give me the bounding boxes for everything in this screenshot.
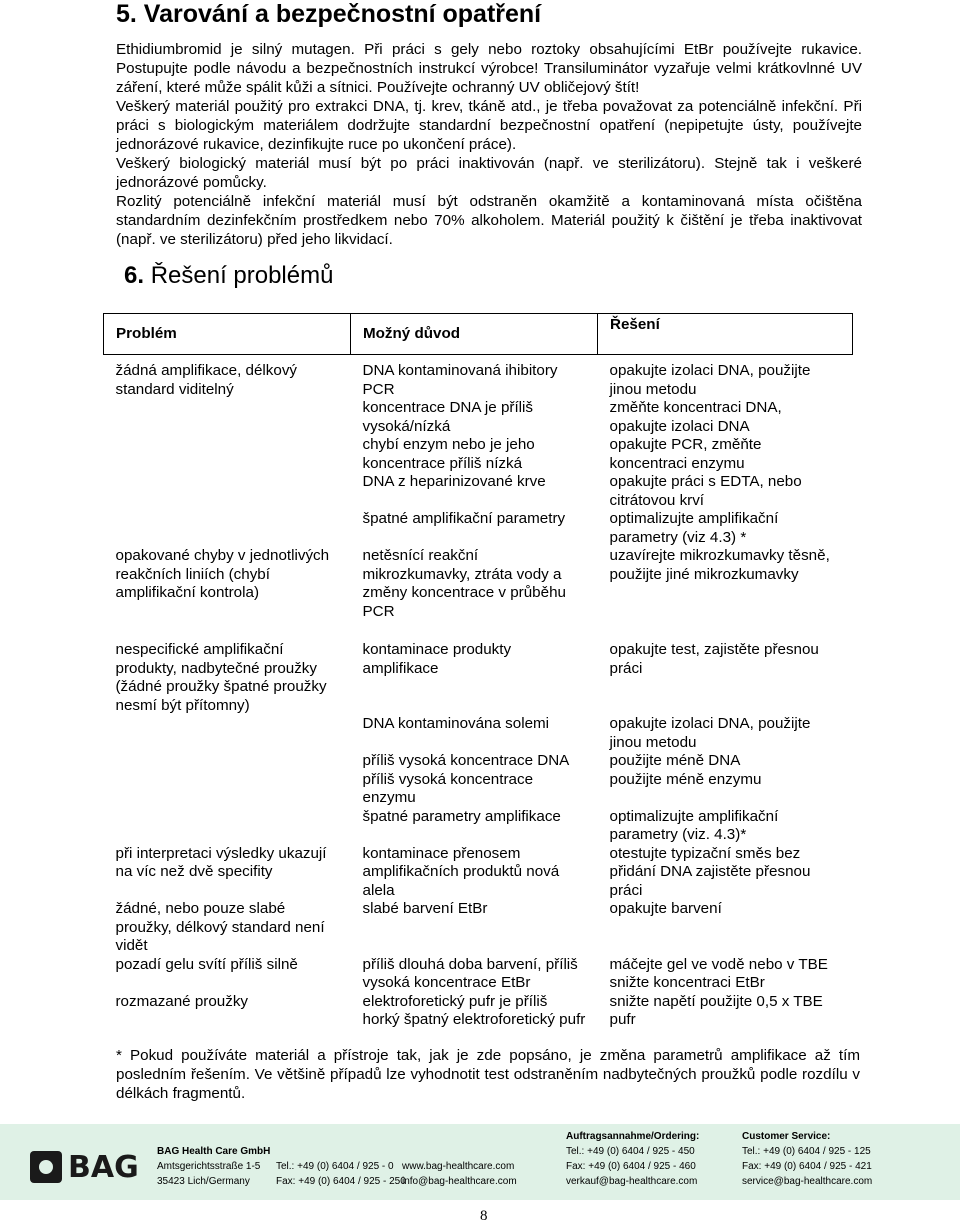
footer-orders-col xyxy=(566,1129,699,1189)
problem-cell xyxy=(104,473,351,510)
footer-orders-tel: Tel.: +49 (0) 6404 / 925 - 450 xyxy=(566,1146,695,1157)
bag-logo xyxy=(30,1148,139,1186)
footer-service-title: Customer Service: xyxy=(742,1131,831,1142)
table-row xyxy=(104,771,853,808)
footer-service-email[interactable]: service@bag-healthcare.com xyxy=(742,1176,873,1187)
table-row xyxy=(104,399,853,436)
footer-web-col xyxy=(402,1159,517,1189)
solution-cell: máčejte gel ve vodě nebo v TBE snižte koncentraci EtBr xyxy=(609,955,828,991)
cause-cell: DNA kontaminovaná ihibitory PCR xyxy=(362,362,558,398)
footer-orders-email[interactable]: verkauf@bag-healthcare.com xyxy=(566,1176,698,1187)
cause-cell: koncentrace DNA je příliš vysoká/nízká xyxy=(362,399,534,435)
cause-cell: slabé barvení EtBr xyxy=(362,900,488,917)
problem-cell: opakované chyby v jednotlivých reakčních liniích (chybí amplifikační kontrola) xyxy=(115,547,330,601)
table-header-row xyxy=(104,314,853,355)
solution-cell: použijte méně enzymu xyxy=(609,770,762,788)
cause-cell: kontaminace produkty amplifikace xyxy=(362,641,512,677)
problem-cell xyxy=(104,771,351,808)
paragraph: Ethidiumbromid je silný mutagen. Při práci s gely nebo roztoky obsahujícími EtBr používejte rukavice. Postupujte podle návodu a bezpečnostních instrukcí výrobce! Transiluminátor vyzařuje velmi krátkovlnné UV záření, které může spálit kůži a sítnici. Používejte ochranný UV obličejový štít! xyxy=(116,41,862,96)
footer-company: BAG Health Care GmbH xyxy=(157,1146,271,1157)
table-row xyxy=(104,436,853,473)
cause-cell: netěsnící reakční mikrozkumavky, ztráta vody a změny koncentrace v průběhu PCR xyxy=(362,547,566,620)
solution-cell: optimalizujte amplifikační parametry (viz 4.3) * xyxy=(609,510,779,546)
cause-cell: kontaminace přenosem amplifikačních produktů nová alela xyxy=(362,844,560,899)
cause-cell: špatné parametry amplifikace xyxy=(362,807,561,825)
cause-cell: elektroforetický pufr je příliš horký špatný elektroforetický pufr xyxy=(362,992,586,1028)
solution-cell: opakujte izolaci DNA, použijte jinou metodu xyxy=(609,362,811,398)
problem-cell: žádná amplifikace, délkový standard viditelný xyxy=(115,362,298,398)
problem-cell xyxy=(104,399,351,436)
solution-cell: změňte koncentraci DNA, opakujte izolaci DNA xyxy=(609,399,782,435)
table-row xyxy=(104,808,853,845)
table-row xyxy=(104,993,853,1030)
table-row xyxy=(104,900,853,956)
troubleshooting-table xyxy=(103,313,853,1030)
section-5-title: 5. Varování a bezpečnostní opatření xyxy=(116,0,542,28)
paragraph: Veškerý materiál použitý pro extrakci DNA, tj. krev, tkáně atd., je třeba považovat za potenciálně infekční. Při práci s biologickým materiálem dodržujte standardní bezpečnostní opatření (nepipetujte ústy, používejte jednorázové rukavice, dezinfikujte ruce po ukončení práce). xyxy=(116,98,862,153)
table-row xyxy=(104,473,853,510)
table-row xyxy=(104,715,853,752)
solution-cell: opakujte test, zajistěte přesnou práci xyxy=(609,641,819,677)
section-5-body xyxy=(116,40,862,249)
footer-address1: Amtsgerichtsstraße 1-5 xyxy=(157,1161,261,1172)
paragraph: Rozlitý potenciálně infekční materiál musí být odstraněn okamžitě a kontaminovaná místa očištěna standardním dezinfekčním prostředkem nebo 70% alkoholem. Materiál použitý k čištění je třeba inaktivovat (např. ve sterilizátoru) před jeho likvidací. xyxy=(116,193,862,248)
problem-cell: při interpretaci výsledky ukazují na víc než dvě specifity xyxy=(115,844,327,880)
problem-cell xyxy=(104,808,351,845)
paragraph: Veškerý biologický materiál musí být po práci inaktivován (např. ve sterilizátoru). Stejně tak i veškeré jednorázové pomůcky. xyxy=(116,155,862,191)
footer-email-link[interactable]: info@bag-healthcare.com xyxy=(402,1176,517,1187)
footer-company-col xyxy=(157,1144,270,1189)
solution-cell: otestujte typizační směs bez přidání DNA zajistěte přesnou práci xyxy=(609,844,811,899)
footer-service-fax: Fax: +49 (0) 6404 / 925 - 421 xyxy=(742,1161,872,1172)
footer-orders-title: Auftragsannahme/Ordering: xyxy=(566,1131,700,1142)
solution-cell: opakujte PCR, změňte koncentraci enzymu xyxy=(609,436,762,472)
solution-cell: opakujte barvení xyxy=(609,900,722,917)
solution-cell: opakujte izolaci DNA, použijte jinou metodu xyxy=(609,715,811,751)
table-row xyxy=(104,355,853,400)
cause-cell: DNA kontaminována solemi xyxy=(362,715,550,732)
footer-address2: 35423 Lich/Germany xyxy=(157,1176,250,1187)
header-cause: Možný důvod xyxy=(351,314,598,355)
footer-orders-fax: Fax: +49 (0) 6404 / 925 - 460 xyxy=(566,1161,696,1172)
section-6-heading: Řešení problémů xyxy=(150,262,334,289)
cause-cell: příliš dlouhá doba barvení, příliš vysoká koncentrace EtBr xyxy=(362,955,578,991)
solution-cell: optimalizujte amplifikační parametry (viz. 4.3)* xyxy=(609,807,779,843)
cause-cell: příliš vysoká koncentrace enzymu xyxy=(362,770,534,806)
problem-cell: pozadí gelu svítí příliš silně xyxy=(115,955,298,973)
table-row xyxy=(104,510,853,547)
footer-fax: Fax: +49 (0) 6404 / 925 - 250 xyxy=(276,1176,406,1187)
footnote: * Pokud používáte materiál a přístroje tak, jak je zde popsáno, je změna parametrů amplifikace až tím posledním řešením. Ve většině případů lze vyhodnotit test odstraněním nadbytečných proužků podle rozdílu v délkách fragmentů. xyxy=(116,1047,860,1102)
problem-cell xyxy=(104,436,351,473)
page-number: 8 xyxy=(480,1208,488,1224)
cause-cell: chybí enzym nebo je jeho koncentrace příliš nízká xyxy=(362,436,535,472)
problem-cell xyxy=(104,510,351,547)
section-6-title xyxy=(124,262,333,290)
footer-band xyxy=(0,1124,960,1200)
problem-cell xyxy=(104,752,351,771)
section-6-number: 6. xyxy=(124,262,145,289)
footer-tel: Tel.: +49 (0) 6404 / 925 - 0 xyxy=(276,1161,394,1172)
problem-cell: nespecifické amplifikační produkty, nadbytečné proužky (žádné proužky špatné proužky nesmí být přítomny) xyxy=(115,641,327,714)
footer-phone-col xyxy=(276,1159,406,1189)
table-row xyxy=(104,845,853,901)
table-row xyxy=(104,956,853,993)
header-solution: Řešení xyxy=(598,314,853,355)
problem-cell xyxy=(104,715,351,752)
solution-cell: snižte napětí použijte 0,5 x TBE pufr xyxy=(609,992,823,1028)
cause-cell: špatné amplifikační parametry xyxy=(362,510,566,527)
table-row xyxy=(104,752,853,771)
footer-service-col xyxy=(742,1129,872,1189)
footer-web-link[interactable]: www.bag-healthcare.com xyxy=(402,1161,515,1172)
solution-cell: použijte méně DNA xyxy=(609,752,741,769)
logo-text: BAG xyxy=(68,1149,139,1185)
solution-cell: opakujte práci s EDTA, nebo citrátovou krví xyxy=(609,473,802,509)
solution-cell: uzavírejte mikrozkumavky těsně, použijte jiné mikrozkumavky xyxy=(609,547,830,583)
table-row xyxy=(104,641,853,715)
problem-cell: rozmazané proužky xyxy=(115,992,249,1010)
header-problem: Problém xyxy=(104,314,351,355)
cause-cell: příliš vysoká koncentrace DNA xyxy=(362,752,570,769)
cause-cell: DNA z heparinizované krve xyxy=(362,473,546,490)
logo-mark-icon xyxy=(30,1151,62,1183)
footer-service-tel: Tel.: +49 (0) 6404 / 925 - 125 xyxy=(742,1146,871,1157)
table-body xyxy=(104,355,853,1030)
problem-cell: žádné, nebo pouze slabé proužky, délkový standard není vidět xyxy=(115,900,325,954)
table-row xyxy=(104,547,853,641)
